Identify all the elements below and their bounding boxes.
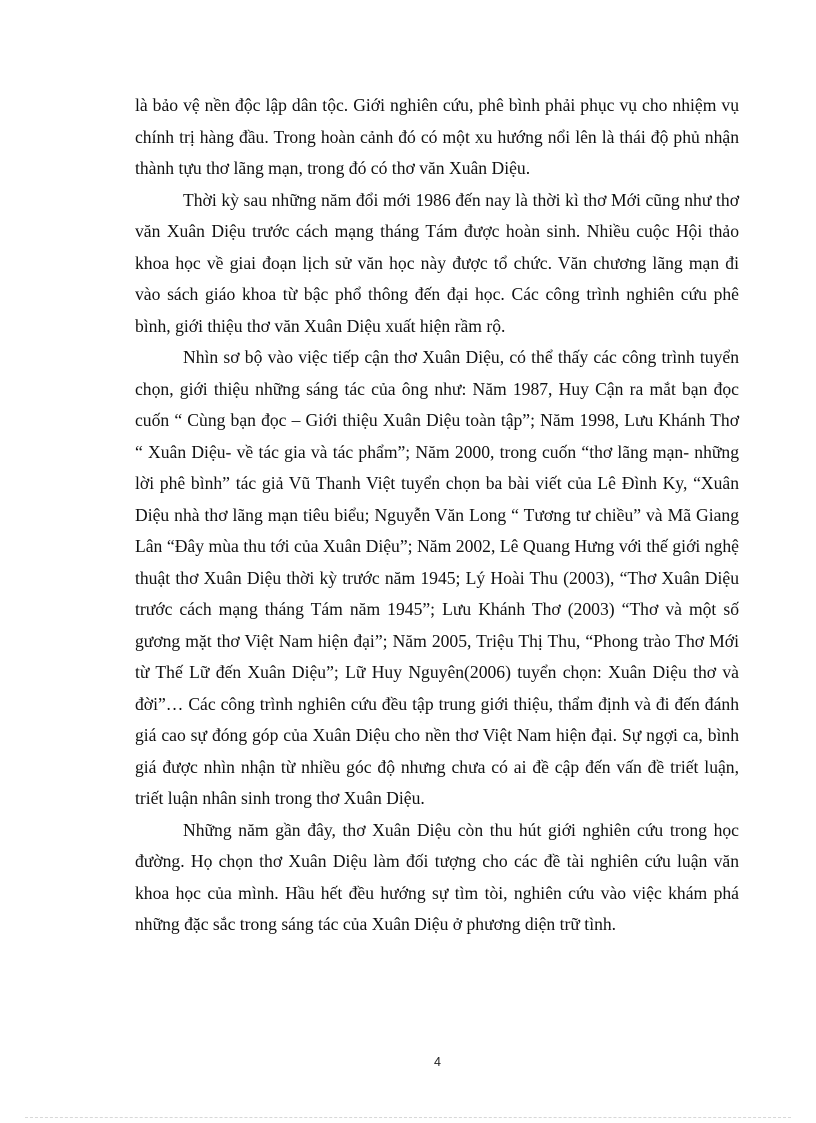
page-number: 4 xyxy=(434,1055,441,1069)
paragraph-continuation: là bảo vệ nền độc lập dân tộc. Giới nghiên cứu, phê bình phải phục vụ cho nhiệm vụ chính trị hàng đầu. Trong hoàn cảnh đó có một xu hướng nổi lên là thái độ phủ nhận thành tựu thơ lãng mạn, trong đó có thơ văn Xuân Diệu. xyxy=(135,95,739,178)
body-text xyxy=(135,90,739,941)
paragraph-recent-research: Những năm gần đây, thơ Xuân Diệu còn thu hút giới nghiên cứu trong học đường. Họ chọn thơ Xuân Diệu làm đối tượng cho các đề tài nghiên cứu luận văn khoa học của mình. Hầu hết đều hướng sự tìm tòi, nghiên cứu vào việc khám phá những đặc sắc trong sáng tác của Xuân Diệu ở phương diện trữ tình. xyxy=(135,819,739,934)
page-edge-divider xyxy=(25,1117,791,1118)
paragraph-research-overview: Nhìn sơ bộ vào việc tiếp cận thơ Xuân Diệu, có thể thấy các công trình tuyển chọn, giới thiệu những sáng tác của ông như: Năm 1987, Huy Cận ra mắt bạn đọc cuốn “ Cùng bạn đọc – Giới thiệu Xuân Diệu toàn tập”; Năm 1998, Lưu Khánh Thơ “ Xuân Diệu- về tác gia và tác phẩm”; Năm 2000, trong cuốn “thơ lãng mạn- những lời phê bình” tác giả Vũ Thanh Việt tuyển chọn ba bài viết của Lê Đình Ky, “Xuân Diệu nhà thơ lãng mạn tiêu biểu; Nguyễn Văn Long “ Tương tư chiều” và Mã Giang Lân “Đây mùa thu tới của Xuân Diệu”; Năm 2002, Lê Quang Hưng với thế giới nghệ thuật thơ Xuân Diệu thời kỳ trước năm 1945; Lý Hoài Thu (2003), “Thơ Xuân Diệu trước cách mạng tháng Tám năm 1945”; Lưu Khánh Thơ (2003) “Thơ và một số gương mặt thơ Việt Nam hiện đại”; Năm 2005, Triệu Thị Thu, “Phong trào Thơ Mới từ Thế Lữ đến Xuân Diệu”; Lữ Huy Nguyên(2006) tuyển chọn: Xuân Diệu thơ và đời”… Các công trình nghiên cứu đều tập trung giới thiệu, thẩm định và đi đến đánh giá cao sự đóng góp của Xuân Diệu cho nền thơ Việt Nam hiện đại. Sự ngợi ca, bình giá được nhìn nhận từ nhiều góc độ nhưng chưa có ai đề cập đến vấn đề triết luận, triết luận nhân sinh trong thơ Xuân Diệu. xyxy=(135,347,739,808)
paragraph-renewal-period: Thời kỳ sau những năm đổi mới 1986 đến nay là thời kì thơ Mới cũng như thơ văn Xuân Diệu trước cách mạng tháng Tám được hoàn sinh. Nhiều cuộc Hội thảo khoa học về giai đoạn lịch sử văn học này được tổ chức. Văn chương lãng mạn đi vào sách giáo khoa từ bậc phổ thông đến đại học. Các công trình nghiên cứu phê bình, giới thiệu thơ văn Xuân Diệu xuất hiện rầm rộ. xyxy=(135,189,739,336)
